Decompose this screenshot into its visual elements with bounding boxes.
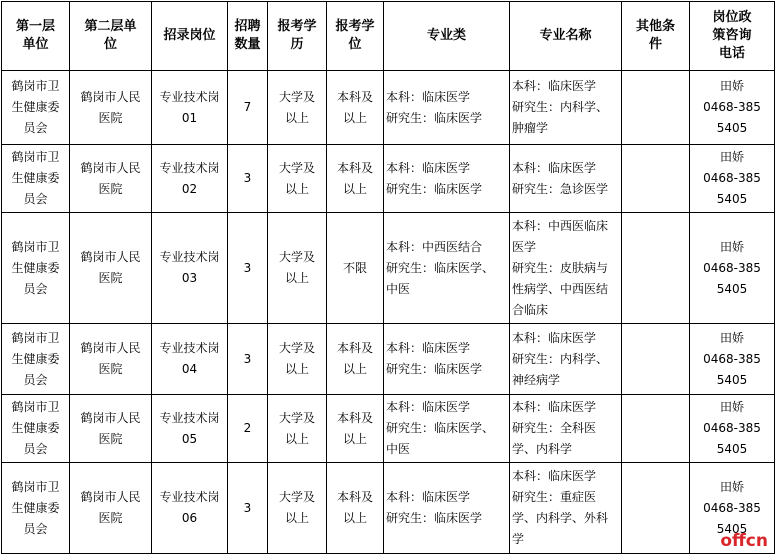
- cell-major-category: 本科：中西医结合 研究生：临床医学、 中医: [384, 213, 510, 324]
- cell-level1-unit: 鹤岗市卫 生健康委 员会: [2, 145, 70, 213]
- cell-other-conditions: [622, 395, 690, 463]
- cell-position: 专业技术岗 05: [152, 395, 228, 463]
- header-education: 报考学 历: [268, 2, 327, 71]
- cell-other-conditions: [622, 71, 690, 145]
- cell-education: 大学及 以上: [268, 213, 327, 324]
- cell-level2-unit: 鹤岗市人民 医院: [70, 71, 152, 145]
- cell-major-name: 本科：临床医学 研究生：全科医 学、内科学: [510, 395, 622, 463]
- cell-level1-unit: 鹤岗市卫 生健康委 员会: [2, 71, 70, 145]
- cell-degree: 本科及 以上: [327, 145, 384, 213]
- cell-contact-phone: 田娇 0468-385 5405: [690, 463, 775, 554]
- cell-contact-phone: 田娇 0468-385 5405: [690, 395, 775, 463]
- cell-quantity: 7: [228, 71, 268, 145]
- header-other-conditions: 其他条 件: [622, 2, 690, 71]
- offcn-watermark: offcn: [720, 531, 768, 551]
- cell-contact-phone: 田娇 0468-385 5405: [690, 145, 775, 213]
- cell-other-conditions: [622, 213, 690, 324]
- cell-level2-unit: 鹤岗市人民 医院: [70, 145, 152, 213]
- header-position: 招录岗位: [152, 2, 228, 71]
- table-row: [2, 213, 775, 324]
- cell-degree: 本科及 以上: [327, 395, 384, 463]
- job-table: [1, 1, 775, 554]
- cell-education: 大学及 以上: [268, 324, 327, 395]
- cell-level1-unit: 鹤岗市卫 生健康委 员会: [2, 463, 70, 554]
- table-row: [2, 324, 775, 395]
- cell-major-category: 本科：临床医学 研究生：临床医学: [384, 71, 510, 145]
- cell-quantity: 3: [228, 324, 268, 395]
- cell-education: 大学及 以上: [268, 463, 327, 554]
- cell-other-conditions: [622, 145, 690, 213]
- cell-level2-unit: 鹤岗市人民 医院: [70, 395, 152, 463]
- cell-education: 大学及 以上: [268, 145, 327, 213]
- table-row: [2, 71, 775, 145]
- cell-major-category: 本科：临床医学 研究生：临床医学: [384, 463, 510, 554]
- header-level2-unit: 第二层单 位: [70, 2, 152, 71]
- header-quantity: 招聘 数量: [228, 2, 268, 71]
- cell-other-conditions: [622, 463, 690, 554]
- cell-major-name: 本科：临床医学 研究生：急诊医学: [510, 145, 622, 213]
- cell-major-category: 本科：临床医学 研究生：临床医学: [384, 324, 510, 395]
- cell-level1-unit: 鹤岗市卫 生健康委 员会: [2, 324, 70, 395]
- cell-quantity: 2: [228, 395, 268, 463]
- cell-level1-unit: 鹤岗市卫 生健康委 员会: [2, 213, 70, 324]
- cell-degree: 本科及 以上: [327, 71, 384, 145]
- table-row: [2, 395, 775, 463]
- cell-level2-unit: 鹤岗市人民 医院: [70, 463, 152, 554]
- cell-major-category: 本科：临床医学 研究生：临床医学、 中医: [384, 395, 510, 463]
- cell-contact-phone: 田娇 0468-385 5405: [690, 324, 775, 395]
- cell-level2-unit: 鹤岗市人民 医院: [70, 213, 152, 324]
- header-degree: 报考学 位: [327, 2, 384, 71]
- cell-position: 专业技术岗 04: [152, 324, 228, 395]
- cell-position: 专业技术岗 02: [152, 145, 228, 213]
- cell-level1-unit: 鹤岗市卫 生健康委 员会: [2, 395, 70, 463]
- cell-position: 专业技术岗 03: [152, 213, 228, 324]
- cell-major-name: 本科：临床医学 研究生：重症医 学、内科学、外科 学: [510, 463, 622, 554]
- cell-major-name: 本科：临床医学 研究生：内科学、 神经病学: [510, 324, 622, 395]
- header-level1-unit: 第一层 单位: [2, 2, 70, 71]
- cell-quantity: 3: [228, 463, 268, 554]
- cell-major-category: 本科：临床医学 研究生：临床医学: [384, 145, 510, 213]
- cell-quantity: 3: [228, 213, 268, 324]
- header-row: [2, 2, 775, 71]
- cell-contact-phone: 田娇 0468-385 5405: [690, 213, 775, 324]
- cell-position: 专业技术岗 06: [152, 463, 228, 554]
- table-row: [2, 145, 775, 213]
- cell-education: 大学及 以上: [268, 71, 327, 145]
- cell-degree: 本科及 以上: [327, 324, 384, 395]
- cell-education: 大学及 以上: [268, 395, 327, 463]
- header-major-name: 专业名称: [510, 2, 622, 71]
- cell-degree: 本科及 以上: [327, 463, 384, 554]
- cell-level2-unit: 鹤岗市人民 医院: [70, 324, 152, 395]
- cell-degree: 不限: [327, 213, 384, 324]
- cell-other-conditions: [622, 324, 690, 395]
- cell-major-name: 本科：临床医学 研究生：内科学、 肿瘤学: [510, 71, 622, 145]
- header-contact-phone: 岗位政 策咨询 电话: [690, 2, 775, 71]
- header-major-category: 专业类: [384, 2, 510, 71]
- cell-major-name: 本科：中西医临床 医学 研究生：皮肤病与 性病学、中西医结 合临床: [510, 213, 622, 324]
- cell-quantity: 3: [228, 145, 268, 213]
- cell-contact-phone: 田娇 0468-385 5405: [690, 71, 775, 145]
- cell-position: 专业技术岗 01: [152, 71, 228, 145]
- table-row: [2, 463, 775, 554]
